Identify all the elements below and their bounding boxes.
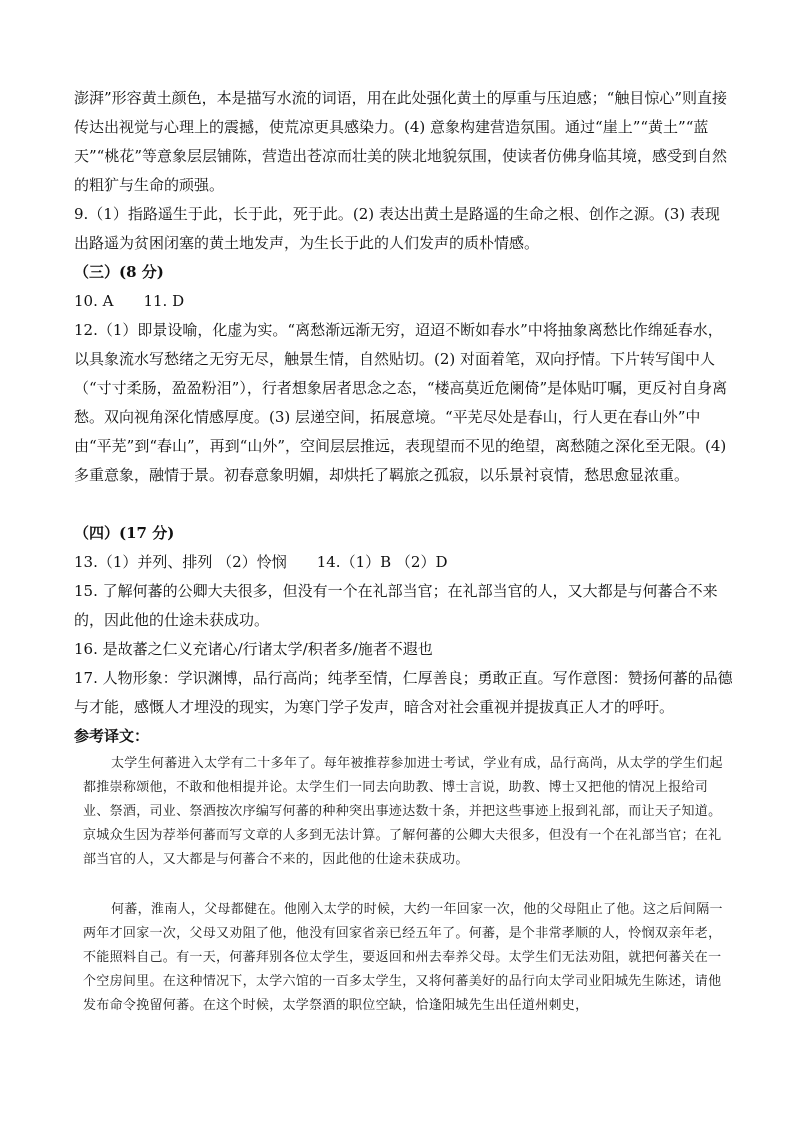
section-3-heading: （三）(8 分) xyxy=(74,263,164,281)
section-4-heading: （四）(17 分) xyxy=(74,524,175,542)
reference-translation-title: 参考译文： xyxy=(74,727,150,745)
answer-9: 9.（1）指路遥生于此，长于此，死于此。(2) 表达出黄土是路遥的生命之根、创作之源。(3) 表现出路遥为贫困闭塞的黄土地发声，为生长于此的人们发声的质朴情感。 xyxy=(74,205,720,252)
translation-paragraph-2 xyxy=(83,898,723,1018)
translation-paragraph-1 xyxy=(83,752,723,872)
answer-15: 15. 了解何蕃的公卿大夫很多，但没有一个在礼部当官；在礼部当官的人，又大都是与何蕃合不来的，因此他的仕途未获成功。 xyxy=(74,582,718,629)
answer-10-11: 10. A 11. D xyxy=(74,292,185,310)
answer-13-14: 13.（1）并列、排列 （2）怜悯 14.（1）B （2）D xyxy=(74,553,448,571)
answer-16: 16. 是故蕃之仁义充诸心/行诸太学/积者多/施者不遐也 xyxy=(74,640,433,658)
translation-paragraph-1-text: 太学生何蕃进入太学有二十多年了。每年被推荐参加进士考试，学业有成，品行高尚，从太学的学生们起都推崇称颂他，不敢和他相提并论。太学生们一同去向助教、博士言说，助教、博士又把他的情况上报给司业、祭酒，司业、祭酒按次序编写何蕃的种种突出事迹达数十条，并把这些事迹上报到礼部，而让天子知道。京城众生因为荐举何蕃而写文章的人多到无法计算。了解何蕃的公卿大夫很多，但没有一个在礼部当官；在礼部当官的人，又大都是与何蕃合不来的，因此他的仕途未获成功。 xyxy=(83,756,723,867)
translation-paragraph-2-text: 何蕃，淮南人，父母都健在。他刚入太学的时候，大约一年回家一次，他的父母阻止了他。这之后间隔一两年才回家一次，父母又劝阻了他，他没有回家省亲已经五年了。何蕃，是个非常孝顺的人，怜悯双亲年老，不能照料自己。有一天，何蕃拜别各位太学生，要返回和州去奉养父母。太学生们无法劝阻，就把何蕃关在一个空房间里。在这种情况下，太学六馆的一百多太学生，又将何蕃美好的品行向太学司业阳城先生陈述，请他发布命令挽留何蕃。在这个时候，太学祭酒的职位空缺，恰逢阳城先生出任道州刺史， xyxy=(83,902,723,1013)
answer-17: 17. 人物形象：学识渊博，品行高尚；纯孝至情，仁厚善良；勇敢正直。写作意图：赞扬何蕃的品德与才能，感慨人才埋没的现实，为寒门学子发声，暗含对社会重视并提拔真正人才的呼吁。 xyxy=(74,669,733,716)
answer-12: 12.（1）即景设喻，化虚为实。“离愁渐远渐无穷，迢迢不断如春水”中将抽象离愁比作绵延春水，以具象流水写愁绪之无穷无尽，触景生情，自然贴切。(2) 对面着笔，双向抒情。下片转写闺中人（“寸寸柔肠，盈盈粉泪”），行者想象居者思念之态，“楼高莫近危阑倚”是体贴叮嘱，更反衬自身离愁。双向视角深化情感厚度。(3) 层递空间，拓展意境。“平芜尽处是春山，行人更在春山外”中由“平芜”到“春山”，再到“山外”，空间层层推远，表现望而不见的绝望，离愁随之深化至无限。(4) 多重意象，融情于景。初春意象明媚，却烘托了羁旅之孤寂，以乐景衬哀情，愁思愈显浓重。 xyxy=(74,321,728,484)
answer-8-continued: 澎湃”形容黄土颜色，本是描写水流的词语，用在此处强化黄土的厚重与压迫感；“触目惊心”则直接传达出视觉与心理上的震撼，使荒凉更具感染力。(4) 意象构建营造氛围。通过“崖上”“黄土”“蓝天”“桃花”等意象层层铺陈，营造出苍凉而壮美的陕北地貌氛围，使读者仿佛身临其境，感受到自然的粗犷与生命的顽强。 xyxy=(74,89,728,194)
